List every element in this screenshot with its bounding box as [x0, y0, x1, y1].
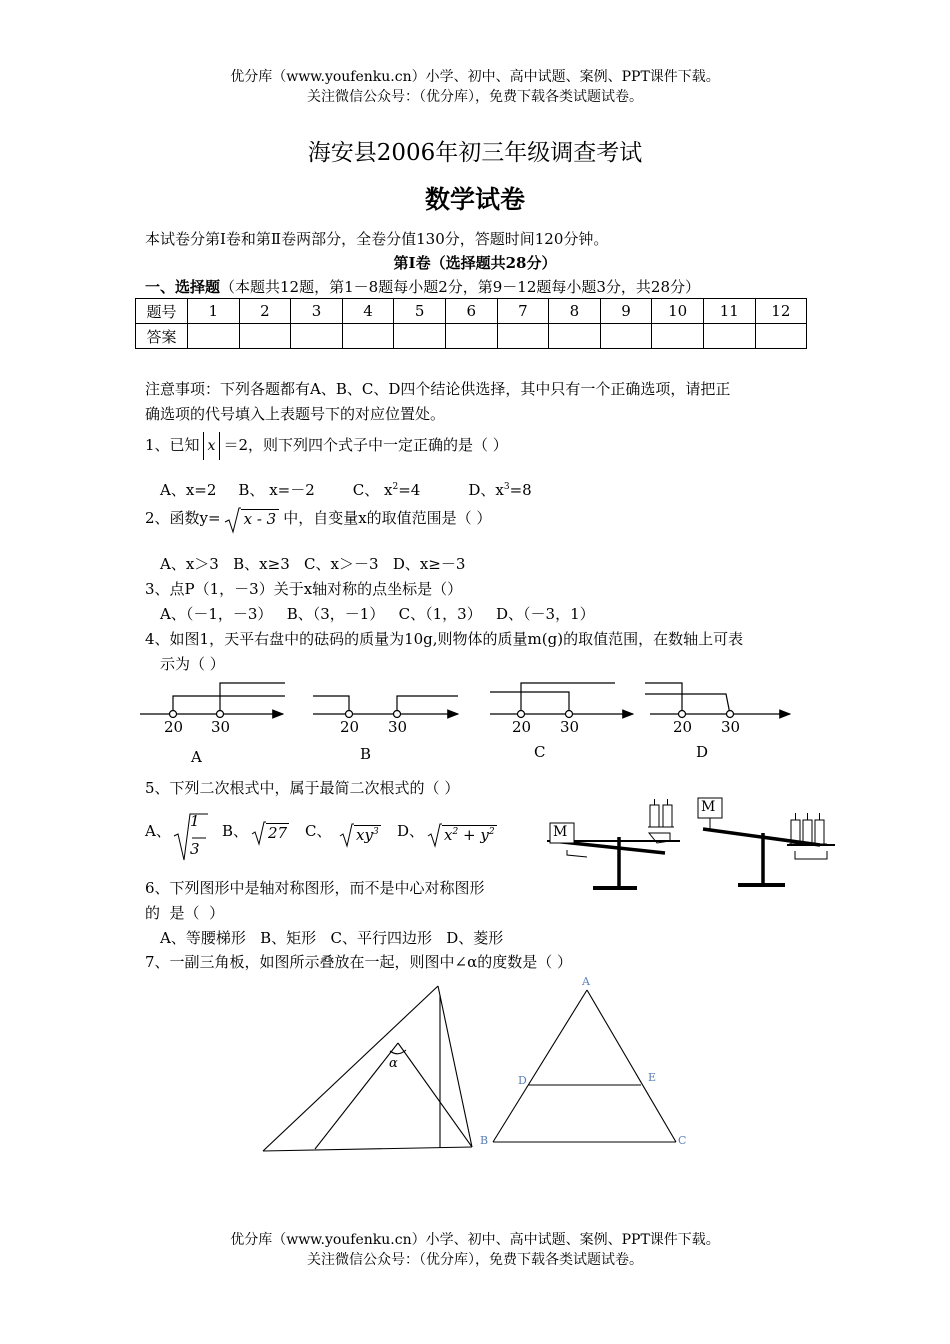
table-cell: 3 [291, 299, 343, 324]
balance-right-m: M [701, 799, 716, 815]
table-cell: 6 [445, 299, 497, 324]
table-row [136, 299, 807, 324]
q4-label-20-b: 20 [340, 718, 360, 736]
table-row-head: 答案 [136, 324, 188, 349]
table-row-head: 题号 [136, 299, 188, 324]
answer-table [135, 298, 807, 349]
footer-line-2: 关注微信公众号：（优分库），免费下载各类试题试卷。 [307, 1252, 643, 1268]
header-line-2: 关注微信公众号：（优分库），免费下载各类试题试卷。 [307, 89, 643, 105]
question-4-line-2: 示为（ ） [160, 655, 225, 673]
header-line-1: 优分库（www.youfenku.cn）小学、初中、高中试题、案例、PPT课件下载。 [230, 69, 720, 85]
answer-cell[interactable] [600, 324, 652, 349]
q4-label-30-a: 30 [211, 718, 231, 736]
balance-scales-figure [545, 793, 845, 893]
exam-subtitle: 数学试卷 [424, 185, 525, 214]
q4-choice-a: A [191, 748, 202, 766]
q1-post: ＝2，则下列四个式子中一定正确的是（ ） [223, 436, 508, 454]
section-label: 一、选择题 [145, 278, 221, 296]
answer-cell[interactable] [239, 324, 291, 349]
notice-line-2: 确选项的代号填入上表题号下的对应位置处。 [145, 405, 446, 423]
q1-opt-b: B、 x=－2 [238, 481, 315, 499]
question-2 [145, 507, 491, 528]
q2-pre: 2、函数y= [145, 509, 221, 527]
notice-line-1: 注意事项：下列各题都有A、B、C、D四个结论供选择，其中只有一个正确选项，请把正 [145, 380, 731, 398]
q4-label-30-d: 30 [721, 718, 741, 736]
table-row [136, 324, 807, 349]
answer-cell[interactable] [394, 324, 446, 349]
section-one-heading [145, 276, 700, 297]
table-cell: 7 [497, 299, 549, 324]
q1-opt-a: A、x=2 [160, 481, 217, 499]
q4-label-30-b: 30 [388, 718, 408, 736]
q4-label-20-d: 20 [673, 718, 693, 736]
q7-point-e: E [648, 1071, 657, 1084]
q7-point-d: D [518, 1074, 527, 1087]
q6-options: A、等腰梯形 B、矩形 C、平行四边形 D、菱形 [160, 929, 504, 947]
q7-alpha-label: α [389, 1056, 398, 1071]
question-1 [145, 432, 508, 460]
q7-point-b: B [480, 1134, 489, 1147]
q5-radical-c: $xy^3$ [340, 826, 381, 844]
q4-choice-b: B [360, 745, 372, 763]
answer-cell[interactable] [291, 324, 343, 349]
q7-set-square-figure [258, 983, 498, 1163]
q5-opt-a-label: A、 [145, 822, 171, 840]
table-cell: 12 [755, 299, 807, 324]
part-one-heading: 第Ⅰ卷（选择题共28分） [393, 254, 557, 272]
answer-cell[interactable] [755, 324, 807, 349]
q2-radical: x - 3 [225, 510, 280, 528]
exam-title: 海安县2006年初三年级调查考试 [307, 140, 643, 166]
answer-cell[interactable] [342, 324, 394, 349]
q1-opt-d: D、$x^3=8$ [468, 481, 532, 499]
q7-triangle-figure [490, 985, 700, 1155]
q1-opt-c: C、 $x^2=4$ [352, 481, 421, 499]
q2-options: A、x＞3 B、x≥3 C、x＞－3 D、x≥－3 [160, 555, 466, 573]
q7-point-c: C [678, 1134, 687, 1147]
q4-number-lines [0, 675, 950, 765]
question-4-line-1: 4、如图1，天平右盘中的砝码的质量为10g,则物体的质量m(g)的取值范围，在数轴上可表 [145, 630, 744, 648]
q1-pre: 1、已知 [145, 436, 200, 454]
table-cell: 1 [188, 299, 240, 324]
q4-label-20-c: 20 [512, 718, 532, 736]
intro-text: 本试卷分第Ⅰ卷和第Ⅱ卷两部分，全卷分值130分，答题时间120分钟。 [145, 230, 609, 248]
q5-radical-b: 27 [252, 824, 289, 842]
q2-post: 中，自变量x的取值范围是（ ） [283, 509, 492, 527]
question-5: 5、下列二次根式中，属于最简二次根式的（ ） [145, 779, 460, 797]
answer-cell[interactable] [703, 324, 755, 349]
q3-options: A、（－1，－3） B、（3，－1） C、（1，3） D、（－3，1） [160, 605, 595, 623]
q4-choice-d: D [696, 743, 709, 761]
q1-options [160, 479, 532, 500]
answer-cell[interactable] [188, 324, 240, 349]
table-cell: 2 [239, 299, 291, 324]
q5-opt-b-label: B、 [222, 822, 249, 840]
question-6-line-2: 的 是（ ） [145, 904, 225, 922]
table-cell: 10 [652, 299, 704, 324]
question-3: 3、点P（1，－3）关于x轴对称的点坐标是（） [145, 580, 463, 598]
q5-frac-den: 3 [190, 840, 200, 858]
q1-abs: x [203, 432, 221, 460]
table-cell: 4 [342, 299, 394, 324]
q5-frac-num: 1 [190, 812, 200, 830]
table-cell: 11 [703, 299, 755, 324]
answer-cell[interactable] [445, 324, 497, 349]
q4-choice-c: C [534, 743, 546, 761]
table-cell: 9 [600, 299, 652, 324]
section-desc: （本题共12题，第1－8题每小题2分，第9－12题每小题3分，共28分） [220, 278, 700, 296]
balance-left-m: M [553, 824, 568, 840]
answer-cell[interactable] [652, 324, 704, 349]
answer-cell[interactable] [497, 324, 549, 349]
q5-opt-d-label: D、 [397, 822, 425, 840]
answer-cell[interactable] [549, 324, 601, 349]
footer-line-1: 优分库（www.youfenku.cn）小学、初中、高中试题、案例、PPT课件下载。 [230, 1232, 720, 1248]
q4-label-30-c: 30 [560, 718, 580, 736]
question-6-line-1: 6、下列图形中是轴对称图形，而不是中心对称图形 [145, 879, 485, 897]
q5-radical-d: $x^2 + y^2$ [428, 826, 497, 844]
table-cell: 8 [549, 299, 601, 324]
q4-label-20-a: 20 [164, 718, 184, 736]
question-7: 7、一副三角板，如图所示叠放在一起，则图中∠α的度数是（ ） [145, 953, 573, 971]
q5-opt-c-label: C、 [305, 822, 332, 840]
q7-point-a: A [582, 975, 590, 988]
table-cell: 5 [394, 299, 446, 324]
